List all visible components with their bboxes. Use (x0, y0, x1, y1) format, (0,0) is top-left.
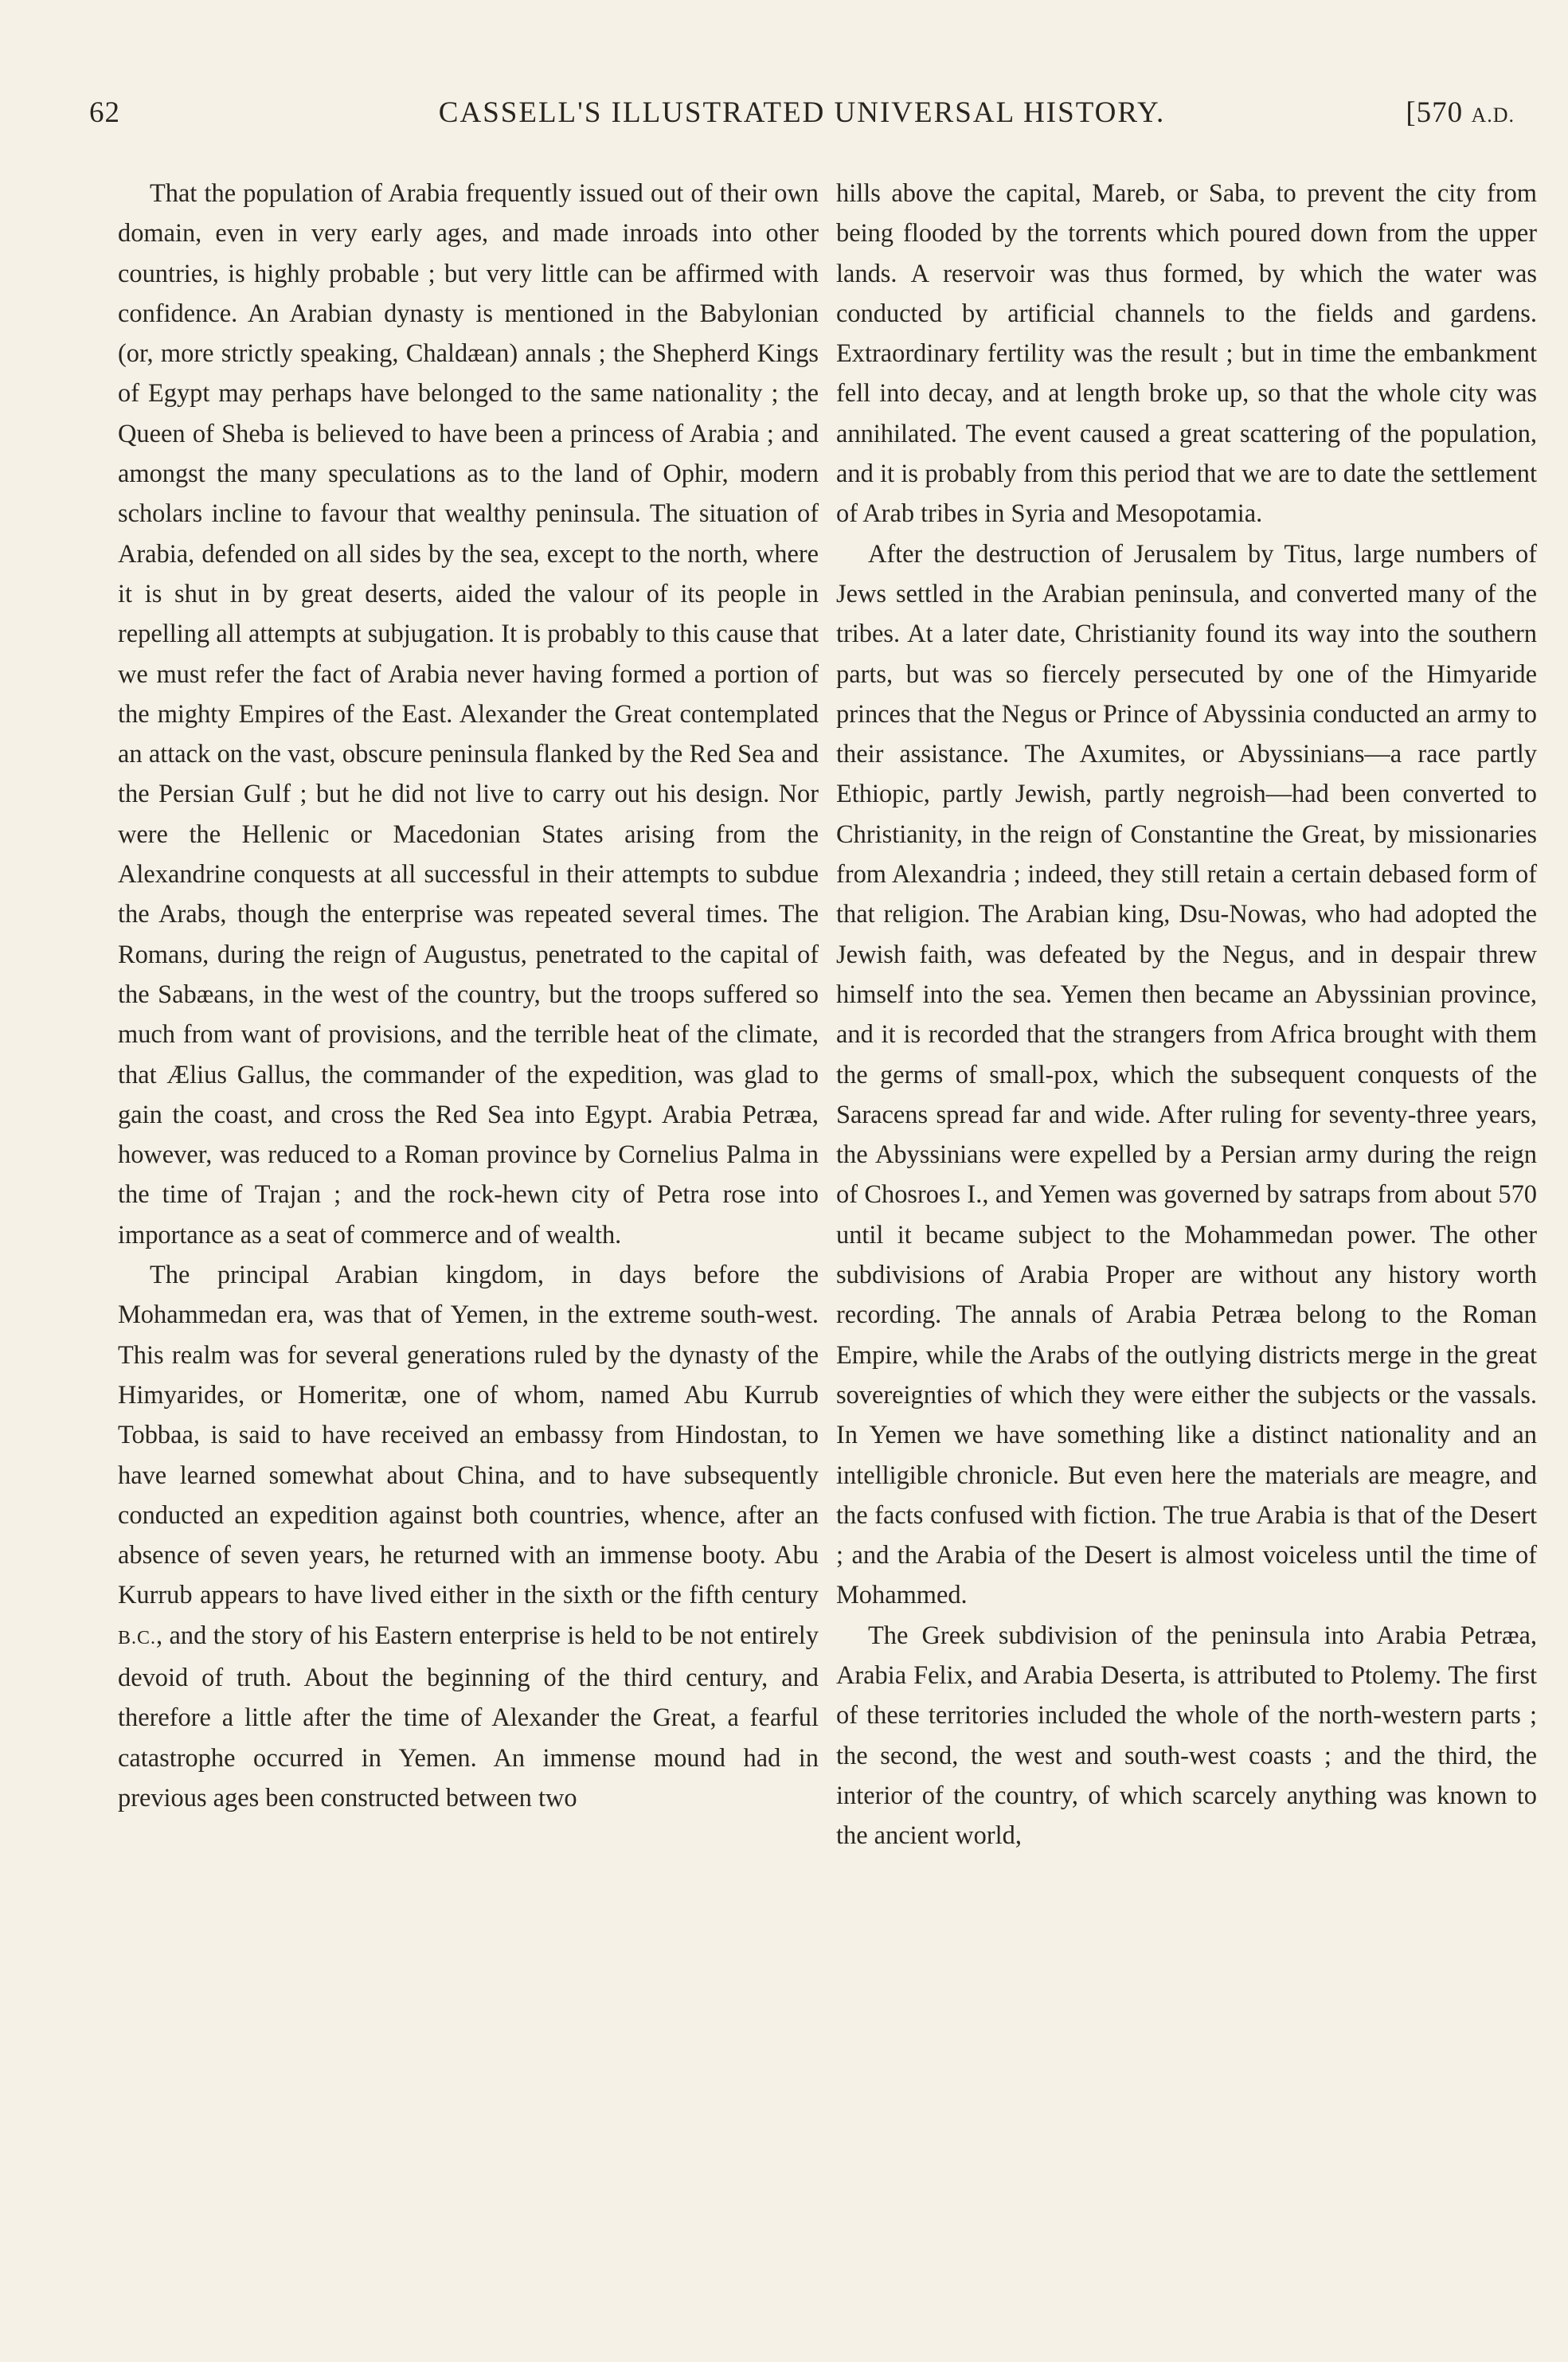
date-era: A.D. (1471, 104, 1515, 127)
paragraph-jews-christianity: After the destruction of Jerusalem by Titus, large numbers of Jews settled in the Arabian peninsula, and converted many of the tribes. At a later date, Christianity found its way into the southern parts, but was so fiercely persecuted by one of the Himyaride princes that the Negus or Prince of Abyssinia conducted an army to their assistance. The Axumites, or Abyssinians—a race partly Ethiopic, partly Jewish, partly negroish—had been converted to Christianity, in the reign of Constantine the Great, by missionaries from Alexandria ; indeed, they still retain a certain debased form of that religion. The Arabian king, Dsu-Nowas, who had adopted the Jewish faith, was defeated by the Negus, and in despair threw himself into the sea. Yemen then became an Abyssinian province, and it is recorded that the strangers from Africa brought with them the germs of small-pox, which the subsequent conquests of the Saracens spread far and wide. After ruling for seventy-three years, the Abyssinians were expelled by a Persian army during the reign of Chosroes I., and Yemen was governed by satraps from about 570 until it became subject to the Mohammedan power. The other subdivisions of Arabia Proper are without any history worth recording. The annals of Arabia Petræa belong to the Roman Empire, while the Arabs of the outlying districts merge in the great sovereignties of which they were either the subjects or the vassals. In Yemen we have something like a distinct nationality and an intelligible chronicle. But even here the materials are meagre, and the facts confused with fiction. The true Arabia is that of the Desert ; and the Arabia of the Desert is almost voiceless until the time of Mohammed. (836, 539, 1537, 1610)
running-title: CASSELL'S ILLUSTRATED UNIVERSAL HISTORY. (438, 96, 1166, 129)
paragraph-text: , and the story of his Eastern enterprise is held to be not entirely devoid of truth. About the beginning of the third century, and therefore a little after the time of Alexander the Great, a fearful catastrophe occurred in Yemen. An immense mound had in previous ages been constructed between two (118, 1621, 819, 1813)
left-column (118, 174, 819, 1818)
running-head (89, 96, 1515, 135)
paragraph-arabia-population: That the population of Arabia frequently issued out of their own domain, even in very early ages, and made inroads into other countries, is highly probable ; but very little can be affirmed with confidence. An Arabian dynasty is mentioned in the Babylonian (or, more strictly speaking, Chaldæan) annals ; the Shepherd Kings of Egypt may perhaps have belonged to the same nationality ; the Queen of Sheba is believed to have been a princess of Arabia ; and amongst the many speculations as to the land of Ophir, modern scholars incline to favour that wealthy peninsula. The situation of Arabia, defended on all sides by the sea, except to the north, where it is shut in by great deserts, aided the valour of its people in repelling all attempts at subjugation. It is probably to this cause that we must refer the fact of Arabia never having formed a portion of the mighty Empires of the East. Alexander the Great contemplated an attack on the vast, obscure peninsula flanked by the Red Sea and the Persian Gulf ; but he did not live to carry out his design. Nor were the Hellenic or Macedonian States arising from the Alexandrine conquests at all successful in their attempts to subdue the Arabs, though the enterprise was repeated several times. The Romans, during the reign of Augustus, penetrated to the capital of the Sabæans, in the west of the country, but the troops suffered so much from want of provisions, and the terrible heat of the climate, that Ælius Gallus, the commander of the expedition, was glad to gain the coast, and cross the Red Sea into Egypt. Arabia Petræa, however, was reduced to a Roman province by Cornelius Palma in the time of Trajan ; and the rock-hewn city of Petra rose into importance as a seat of commerce and of wealth. (118, 179, 819, 1249)
paragraph-mareb-dam: hills above the capital, Mareb, or Saba, to prevent the city from being flooded by the torrents which poured down from the upper lands. A reservoir was thus formed, by which the water was conducted by artificial channels to the fields and gardens. Extraordinary fertility was the result ; but in time the embankment fell into decay, and at length broke up, so that the whole city was annihilated. The event caused a great scattering of the population, and it is probably from this period that we are to date the settlement of Arab tribes in Syria and Mesopotamia. (836, 179, 1537, 529)
right-column (836, 174, 1537, 1856)
paragraph-text: The principal Arabian kingdom, in days before the Mohammedan era, was that of Yemen, in the extreme south-west. This realm was for several generations ruled by the dynasty of the Himyarides, or Homeritæ, one of whom, named Abu Kurrub Tobbaa, is said to have received an embassy from Hindostan, to have learned somewhat about China, and to have subsequently conducted an expedition against both countries, whence, after an absence of seven years, he returned with an immense booty. Abu Kurrub appears to have lived either in the sixth or the fifth century (118, 1261, 819, 1610)
page-number: 62 (89, 96, 120, 129)
paragraph-greek-subdivision: The Greek subdivision of the peninsula into Arabia Petræa, Arabia Felix, and Arabia Deserta, is attributed to Ptolemy. The first of these territories included the whole of the north-western parts ; the second, the west and south-west coasts ; and the third, the interior of the country, of which scarcely anything was known to the ancient world, (836, 1621, 1537, 1851)
date-year: [570 (1406, 96, 1464, 129)
paragraph-yemen-kingdom (118, 1255, 819, 1818)
bc-abbreviation: B.C. (118, 1627, 157, 1648)
date-marker (1406, 96, 1515, 130)
